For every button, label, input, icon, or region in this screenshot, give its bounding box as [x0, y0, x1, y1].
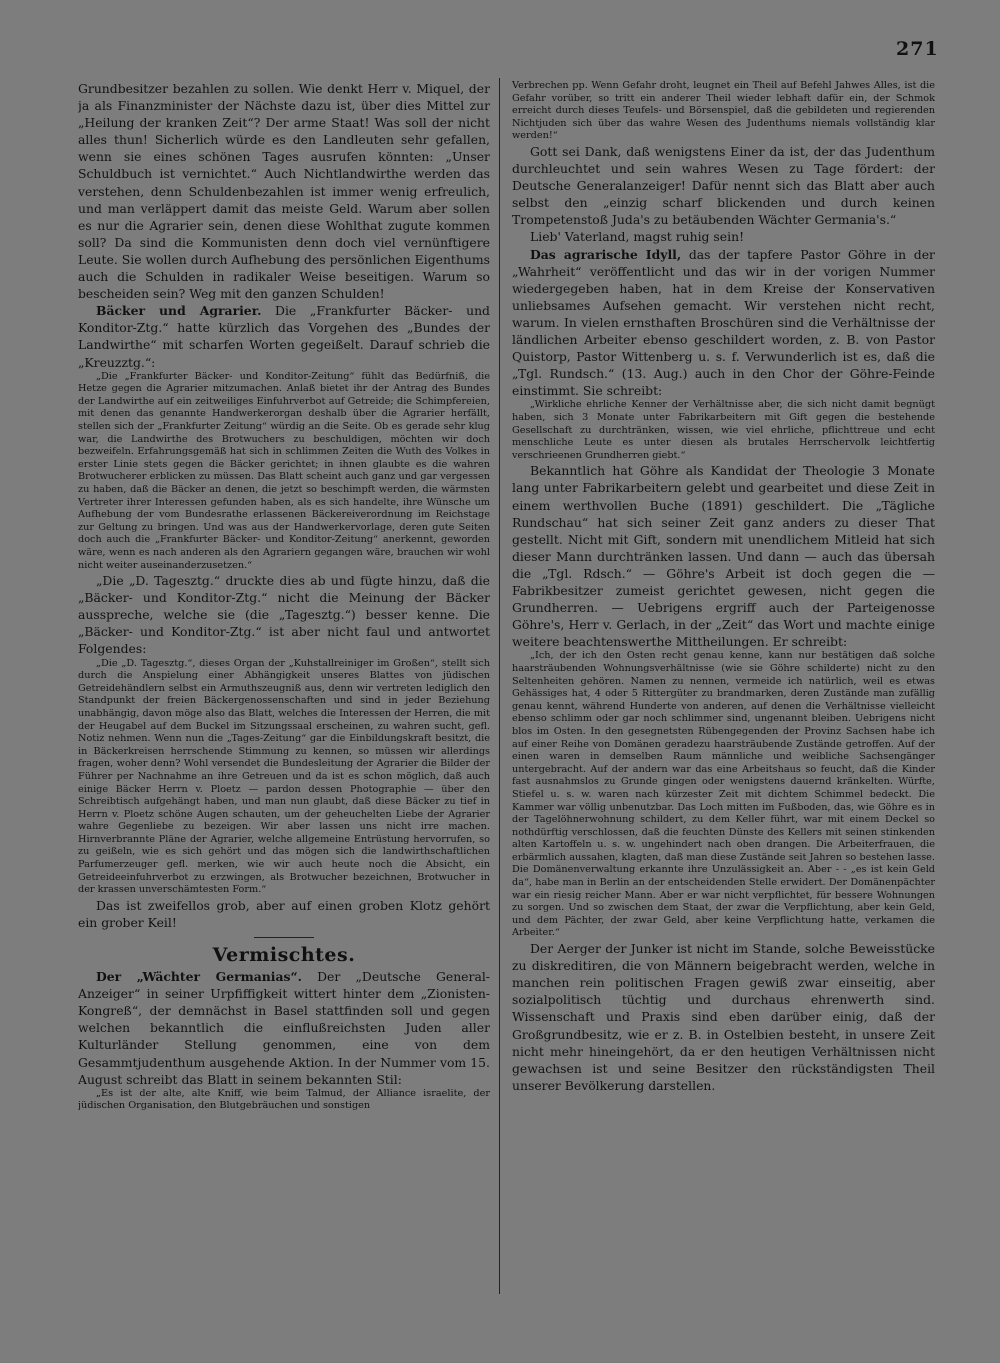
paragraph: „Die „D. Tagesztg.“ druckte dies ab und fügte hinzu, daß die „Bäcker- und Konditor-Ztg.“ nicht die Meinung der Bäcker ausspreche, welche sie (die „Tagesztg.“) besser kenne. Die „Bäcker- und Konditor-Ztg.“ ist aber nicht faul und antwortet Folgendes:	[78, 573, 490, 657]
quotation: „Die „D. Tagesztg.“, dieses Organ der „Kuhstallreiniger im Großen“, stellt sich durch die Anspielung einer Abhängigkeit unseres Blattes von jüdischen Getreidehändlern selbst ein Armuthszeugniß aus, denn wir vertreten lediglich den Standpunkt der freien Bäckergenossenschaften und sind in jeder Beziehung unabhängig, davon möge also das Blatt, welches die Interessen der Herren, die mit der Heugabel auf dem Buckel im Sitzungssaal erscheinen, zu wahren sucht, gefl. Notiz nehmen. Wenn nun die „Tages-Zeitung“ gar die Einbildungskraft besitzt, die in Bäckerkreisen herrschende Stimmung zu kennen, so müssen wir allerdings fragen, woher denn? Wohl versendet die Bundesleitung der Agrarier die Bilder der Führer per Nachnahme an ihre Getreuen und da ist es schon möglich, daß auch einige Bäcker Herrn v. Ploetz — pardon dessen Photographie — über den Schreibtisch aufgehängt haben, und man nun glaubt, daß diese Bäcker zu tief in Herrn v. Ploetz schöne Augen schauten, um der geheuchelten Liebe der Agrarier wahre Gegenliebe zu bezeigen. Wir aber lassen uns nicht irre machen. Hirnverbrannte Pläne der Agrarier, welche allgemeine Entrüstung hervorrufen, so zu geißeln, wie es sich gehört und das mögen sich die landwirthschaftlichen Parfumerzeuger gefl. merken, wie wir auch heute noch die Absicht, ein Getreideeinfuhrverbot zu erzwingen, als Brotwucher bezeichnen, Brotwucher in der krassen unverschämtesten Form.“	[78, 657, 490, 896]
paragraph: Gott sei Dank, daß wenigstens Einer da ist, der das Judenthum durchleuchtet und sein wahres Wesen zu Tage fördert: der Deutsche Generalanzeiger! Dafür nennt sich das Blatt aber auch selbst den „einzig scharf blickenden und durch keinen Trompetenstoß Juda's zu betäubenden Wächter Germania's.“	[512, 143, 935, 228]
paragraph-text: das der tapfere Pastor Göhre in der „Wahrheit“ veröffentlicht und das wir in der vorigen Nummer wiedergegeben haben, hat in dem Kreise der Konservativen unliebsames Aufsehen gemacht. Wir verstehen nicht recht, warum. In vielen ernsthaften Broschüren sind die Verhältnisse der ländlichen Arbeiter ebenso geschildert worden, z. B. von Pastor Quistorp, Pastor Wittenberg u. s. f. Verwunderlich ist es, daß die „Tgl. Rundsch.“ (13. Aug.) auch in den Chor der Göhre-Feinde einstimmt. Sie schreibt:	[512, 246, 935, 399]
paragraph	[78, 968, 490, 1088]
quotation: „Es ist der alte, alte Kniff, wie beim Talmud, der Alliance israelite, der jüdischen Organisation, den Blutgebräuchen und sonstigen	[78, 1087, 490, 1112]
paragraph: Das ist zweifellos grob, aber auf einen groben Klotz gehört ein grober Keil!	[78, 897, 490, 930]
paragraph: Grundbesitzer bezahlen zu sollen. Wie denkt Herr v. Miquel, der ja als Finanzminister der Nächste dazu ist, über dies Mittel zur „Heilung der kranken Zeit“? Der arme Staat! Was soll der nicht alles thun! Sicherlich würde es den Landleuten sehr gefallen, wenn sie eines schönen Tages ausrufen könnten: „Unser Schuldbuch ist vernichtet.“ Auch Nichtlandwirthe werden das verstehen, denn Schuldenbezahlen ist immer wenig erfreulich, und man verläppert damit das meiste Geld. Warum aber sollen es nur die Agrarier sein, denen diese Wohlthat zugute kommen soll? Da sind die Kommunisten denn doch viel vernünftigere Leute. Sie wollen durch Aufhebung des persönlichen Eigenthums auch die Schulden in radikaler Weise beseitigen. Warum so bescheiden sein? Weg mit den ganzen Schulden!	[78, 81, 490, 302]
paragraph-text: Der „Deutsche General-Anzeiger“ in seiner Urpfiffigkeit wittert hinter dem „Zionisten-Kongreß“, der demnächst in Basel stattfinden soll und gegen welchen bekanntlich die einflußreichsten Juden aller Kulturländer Stellung genommen, eine von dem Gesammtjudenthum ausgehende Aktion. In der Nummer vom 15. August schreibt das Blatt in seinem bekannten Stil:	[78, 969, 490, 1087]
article-heading: Das agrarische Idyll,	[530, 246, 682, 262]
left-column	[78, 80, 490, 1292]
paragraph	[78, 302, 490, 370]
quotation: „Ich, der ich den Osten recht genau kenne, kann nur bestätigen daß solche haarsträubenden Wohnungsverhältnisse (wie sie Göhre schilderte) nicht zu den Seltenheiten gehören. Namen zu nennen, vermeide ich natürlich, weil es etwas Gehässiges hat, 4 oder 5 Rittergüter zu brandmarken, deren Zustände man zufällig genau kennt, während Hunderte von anderen, auf denen die Verhältnisse vielleicht ebenso schlimm oder gar noch schlimmer sind, ungenannt bleiben. Uebrigens nicht blos im Osten. In den gesegnetsten Rübengegenden der Provinz Sachsen habe ich auf einer Reihe von Domänen geradezu haarsträubende Zustände getroffen. Auf der einen waren in demselben Raum männliche und weibliche Sachsengänger untergebracht. Auf der andern war das eine Arbeitshaus so feucht, daß die Kinder fast ausnahmslos zu Grunde gingen oder wenigstens dauernd kränkelten. Würfte, Stiefel u. s. w. waren nach kürzester Zeit mit dichtem Schimmel bedeckt. Die Kammer war völlig unbenutzbar. Das Loch mitten im Fußboden, das, wie Göhre es in der Tagelöhnerwohnung schildert, zu dem Keller führt, war mit einem Deckel so nothdürftig verschlossen, daß die feuchten Dünste des Kellers mit seinen stinkenden alten Kartoffeln u. s. w. ungehindert nach oben drangen. Die Arbeiterfrauen, die erbärmlich aussahen, klagten, daß man diese Zustände seit Jahren so bestehen lasse. Die Domänenverwaltung erkannte ihre Unzulässigkeit an. Aber - - „es ist kein Geld da“, habe man in Berlin an der entscheidenden Stelle erwidert. Der Domänenpächter war ein riesig reicher Mann. Aber er war nicht verpflichtet, für bessere Wohnungen zu sorgen. Und so zwischen dem Staat, der zwar die Verpflichtung, aber kein Geld, und dem Pächter, der zwar Geld, aber keine Verpflichtung hatte, verkamen die Arbeiter.“	[512, 650, 935, 939]
quotation: „Wirkliche ehrliche Kenner der Verhältnisse aber, die sich nicht damit begnügt haben, sich 3 Monate unter Fabrikarbeitern mit Gift gegen die bestehende Gesellschaft zu durchtränken, wissen, wie viel ehrliche, pflichttreue und echt menschliche Leute es unter diesen als brutales Herrschervolk leichtfertig verschrieenen Grundherren giebt.“	[512, 399, 935, 461]
paragraph: Der Aerger der Junker ist nicht im Stande, solche Beweisstücke zu diskreditiren, die von Männern beigebracht werden, welche in manchen rein politischen Fragen gewiß zwar einseitig, aber sozialpolitisch tüchtig und durchaus ehrenwerth sind. Wissenschaft und Praxis sind eben darüber einig, daß der Großgrundbesitz, wie er z. B. in Ostelbien besteht, in unsere Zeit nicht mehr hineingehört, da er den heutigen Verhältnissen nicht gewachsen ist und seine Besitzer den rückständigsten Theil unserer Bevölkerung darstellen.	[512, 941, 935, 1093]
quotation: „Die „Frankfurter Bäcker- und Konditor-Zeitung“ fühlt das Bedürfniß, die Hetze gegen die Agrarier mitzumachen. Anlaß bietet ihr der Antrag des Bundes der Landwirthe auf ein zeitweiliges Einfuhrverbot auf Getreide; die Schimpfereien, mit denen das genannte Handwerkerorgan deshalb über die Agrarier herfällt, stellen sich der „Frankfurter Zeitung“ würdig an die Seite. Ob es gerade sehr klug war, die Landwirthe des Brotwuchers zu beschuldigen, möchten wir doch bezweifeln. Erfahrungsgemäß hat sich in schlimmen Zeiten die Wuth des Volkes in erster Linie stets gegen die Bäcker gerichtet; in ihnen glaubte es die wahren Brotwucherer erblicken zu müssen. Das Blatt scheint auch ganz und gar vergessen zu haben, daß die Bäcker an denen, die jetzt so beschimpft werden, die wärmsten Vertreter ihrer Interessen gefunden haben, als es sich handelte, ihre Wünsche um Aufhebung der vom Bundesrathe erlassenen Bäckereiverordnung im Reichstage zur Geltung zu bringen. Und was aus der Handwerkervorlage, deren gute Seiten doch auch die „Frankfurter Bäcker- und Konditor-Zeitung“ anerkennt, geworden wäre, wenn es nach anderen als den Agrariern gegangen wäre, brauchen wir wohl nicht weiter auseinanderzusetzen.“	[78, 370, 490, 571]
page-number: 271	[896, 38, 939, 60]
paragraph: Bekanntlich hat Göhre als Kandidat der Theologie 3 Monate lang unter Fabrikarbeitern gelebt und gearbeitet und diese Zeit in einem werthvollen Buche (1891) geschildert. Die „Tägliche Rundschau“ hat sich seiner Zeit ganz anders zu dieser That gestellt. Nicht mit Gift, sondern mit unendlichem Mitleid hat sich dieser Mann durchtränken lassen. Und dann — auch das übersah die „Tgl. Rdsch.“ — Göhre's Arbeit ist doch gegen die — Fabrikbesitzer zumeist gerichtet gewesen, nicht gegen die Grundherren. — Uebrigens ergriff auch der Parteigenosse Göhre's, Herr v. Gerlach, in der „Zeit“ das Wort und machte einige weitere beachtenswerthe Mittheilungen. Er schreibt:	[512, 463, 935, 650]
paragraph	[512, 246, 935, 400]
right-column	[512, 80, 935, 1312]
paragraph: Lieb' Vaterland, magst ruhig sein!	[530, 229, 745, 245]
paragraph-text: Die „Frankfurter Bäcker- und Konditor-Ztg.“ hatte kürzlich das Vorgehen des „Bundes der Landwirthe“ mit scharfen Worten gegeißelt. Darauf schrieb die „Kreuzztg.“:	[78, 303, 490, 370]
separator-rule	[254, 937, 314, 938]
section-title: Vermischtes.	[212, 944, 356, 967]
column-divider	[499, 78, 500, 1294]
article-heading: Bäcker und Agrarier.	[96, 303, 262, 319]
article-heading: Der „Wächter Germanias“.	[96, 969, 302, 985]
quotation: Verbrechen pp. Wenn Gefahr droht, leugnet ein Theil auf Befehl Jahwes Alles, ist die Gefahr vorüber, so tritt ein anderer Theil wieder lebhaft dafür ein, der Schmok erreicht durch dieses Teufels- und Börsenspiel, daß die gebildeten und regierenden Nichtjuden sich über das wahre Wesen des Judenthums niemals vollständig klar werden!“	[512, 80, 935, 142]
